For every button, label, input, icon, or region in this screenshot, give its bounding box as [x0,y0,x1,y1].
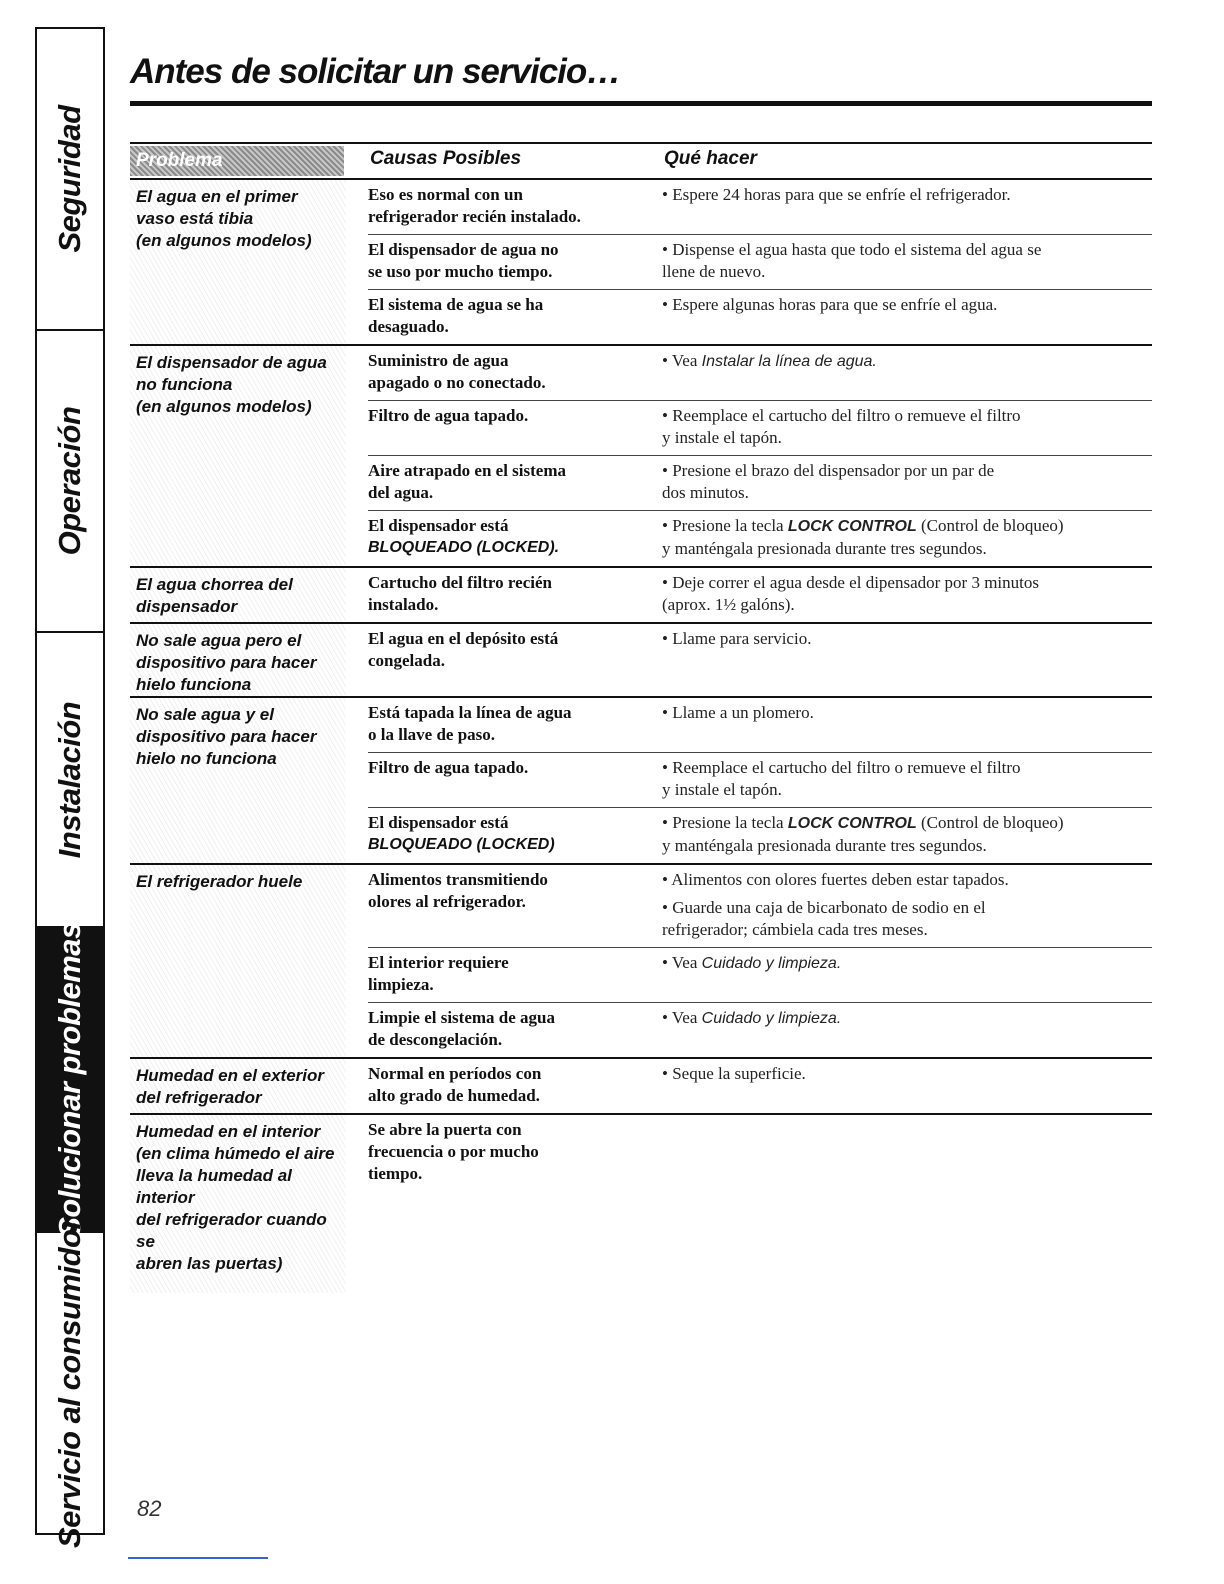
header-problem: Problema [130,146,344,176]
problem-line: dispositivo para hacer [136,727,317,746]
tab-operacion[interactable] [37,331,103,633]
problem-cell [130,568,346,622]
problem-group [130,346,1152,568]
problem-group [130,568,1152,624]
action-bullet: • Espere 24 horas para que se enfríe el refrigerador. [662,185,1011,204]
cause-line: El agua en el depósito está [368,629,559,648]
action-cell [662,239,1152,283]
table-body [130,180,1152,1293]
cause-cell [368,239,662,283]
table-row [368,807,1152,863]
table-row [368,698,1152,752]
header-action: Qué hacer [664,148,757,169]
cause-line: frecuencia o por mucho [368,1142,539,1161]
cause-rows [368,865,1152,1057]
problem-line: hielo funciona [136,675,252,694]
table-row [368,510,1152,566]
problem-line: El agua en el primer [136,187,298,206]
action-text: Presione la tecla [672,813,788,832]
cause-line: o la llave de paso. [368,725,496,744]
cause-cell [368,952,662,996]
table-row [368,234,1152,289]
action-bullet: • Reemplace el cartucho del filtro o remueve el filtro y instale el tapón. [662,405,1152,449]
action-text: Vea [671,351,702,370]
action-line: Deje correr el agua desde el dipensador por 3 minutos [672,573,1039,592]
table-row [368,400,1152,455]
action-line: Espere algunas horas para que se enfríe el agua. [672,295,998,314]
action-text: (Control de bloqueo) [916,516,1064,535]
cause-line: Normal en períodos con [368,1064,542,1083]
tab-seguridad[interactable] [37,29,103,331]
lock-control-key: LOCK CONTROL [787,815,917,832]
cause-line: El sistema de agua se ha [368,295,544,314]
cause-cell [368,1007,662,1051]
cause-line: Filtro de agua tapado. [368,758,529,777]
problem-line: (en clima húmedo el aire [136,1144,335,1163]
cause-rows [368,346,1152,566]
cause-line: congelada. [368,651,445,670]
action-line: Reemplace el cartucho del filtro o remueve el filtro [672,758,1021,777]
action-cell [662,515,1152,560]
cause-line: Filtro de agua tapado. [368,406,529,425]
table-row [368,947,1152,1002]
action-line: y instale el tapón. [662,780,782,799]
cause-line: Aire atrapado en el sistema [368,461,566,480]
cause-line: apagado o no conectado. [368,373,546,392]
action-bullet: • Vea Instalar la línea de agua. [662,351,877,370]
table-row [368,180,1152,234]
problem-line: El dispensador de agua [136,353,327,372]
action-bullet: • Llame a un plomero. [662,703,814,722]
problem-line: Humedad en el interior [136,1122,321,1141]
action-line: (aprox. 1½ galóns). [662,595,795,614]
cause-line: se uso por mucho tiempo. [368,262,553,281]
cause-cell [368,1119,662,1185]
problem-cell [130,1115,346,1293]
tab-instalacion[interactable] [37,633,103,928]
cause-cell [368,572,662,616]
table-row [368,289,1152,344]
cause-line: alto grado de humedad. [368,1086,540,1105]
cause-rows [368,698,1152,863]
action-bullet: • Alimentos con olores fuertes deben estar tapados. [662,870,1009,889]
table-row [368,752,1152,807]
cause-rows [368,568,1152,622]
cause-line: Cartucho del filtro recién [368,573,552,592]
problem-group [130,180,1152,346]
action-text: (Control de bloqueo) [916,813,1064,832]
action-cell [662,294,1152,338]
cause-line: olores al refrigerador. [368,892,526,911]
section-tabs [35,27,105,1549]
footer-rule [128,1557,268,1559]
locked-status: BLOQUEADO (LOCKED). [368,539,560,556]
cause-cell [368,757,662,801]
tab-label: Operación [52,406,87,556]
cause-line: refrigerador recién instalado. [368,207,581,226]
action-bullet: • Presione la tecla LOCK CONTROL (Control de bloqueo) y manténgala presionada durante tres segundos. [662,812,1152,857]
problem-line: El refrigerador huele [136,872,303,891]
cause-cell [368,294,662,338]
table-row [368,568,1152,622]
problem-line: (en algunos modelos) [136,231,312,250]
action-cell [662,702,1152,746]
table-row [368,455,1152,510]
problem-line: Humedad en el exterior [136,1066,325,1085]
tab-label: Seguridad [52,105,87,253]
action-bullet: • Deje correr el agua desde el dipensador por 3 minutos (aprox. 1½ galóns). [662,572,1152,616]
action-line: Alimentos con olores fuertes deben estar tapados. [671,870,1009,889]
header-causes: Causas Posibles [370,148,522,169]
action-cell [662,1119,1152,1185]
cause-cell [368,515,662,560]
cause-cell [368,628,662,672]
action-line: dos minutos. [662,483,749,502]
table-row [368,865,1152,947]
problem-group [130,1059,1152,1115]
problem-line: abren las puertas) [136,1254,283,1273]
action-line: y manténgala presionada durante tres segundos. [662,539,987,558]
page-title: Antes de solicitar un servicio… [130,52,621,91]
action-bullet: • Espere algunas horas para que se enfríe el agua. [662,295,998,314]
action-bullet: • Reemplace el cartucho del filtro o remueve el filtro y instale el tapón. [662,757,1152,801]
action-cell [662,869,1152,941]
problem-line: No sale agua pero el [136,631,302,650]
cause-line: instalado. [368,595,439,614]
table-row [368,1115,1152,1191]
action-line: y instale el tapón. [662,428,782,447]
action-line: Llame para servicio. [672,629,812,648]
cause-line: Se abre la puerta con [368,1120,522,1139]
cause-cell [368,1063,662,1107]
cause-line: Está tapada la línea de agua [368,703,572,722]
cause-line: El dispensador está [368,813,509,832]
cause-line: de descongelación. [368,1030,503,1049]
action-text: Presione la tecla [672,516,788,535]
action-cell [662,460,1152,504]
problem-line: hielo no funciona [136,749,277,768]
problem-group [130,1115,1152,1293]
action-line: Presione el brazo del dispensador por un par de [672,461,995,480]
cause-line: Limpie el sistema de agua [368,1008,555,1027]
cause-line: El dispensador de agua no [368,240,559,259]
action-cell [662,1063,1152,1107]
action-line: y manténgala presionada durante tres segundos. [662,836,987,855]
action-bullet: • Guarde una caja de bicarbonato de sodio en el refrigerador; cámbiela cada tres meses. [662,897,1152,941]
problem-group [130,698,1152,865]
action-line: Guarde una caja de bicarbonato de sodio en el [672,898,986,917]
page-number: 82 [137,1496,162,1521]
problem-line: del refrigerador cuando se [136,1210,327,1251]
action-line: Dispense el agua hasta que todo el sistema del agua se [672,240,1042,259]
problem-cell [130,865,346,1057]
action-line: Seque la superficie. [672,1064,806,1083]
table-header [130,142,1152,180]
cause-line: Suministro de agua [368,351,509,370]
action-bullet: • Presione el brazo del dispensador por un par de dos minutos. [662,460,1152,504]
action-bullet: • Seque la superficie. [662,1064,806,1083]
problem-line: No sale agua y el [136,705,274,724]
action-cell [662,952,1152,996]
cause-cell [368,460,662,504]
problem-line: dispositivo para hacer [136,653,317,672]
cause-line: del agua. [368,483,434,502]
cause-rows [368,1115,1152,1293]
problem-cell [130,180,346,344]
table-row [368,1059,1152,1113]
problem-cell [130,698,346,863]
table-row [368,346,1152,400]
cause-rows [368,624,1152,696]
problem-line: lleva la humedad al interior [136,1166,292,1207]
cause-line: Alimentos transmitiendo [368,870,548,889]
action-bullet: • Presione la tecla LOCK CONTROL (Control de bloqueo) y manténgala presionada durante tres segundos. [662,515,1152,560]
problem-cell [130,1059,346,1113]
tab-label: Servicio al consumidor [52,1217,87,1549]
action-line: refrigerador; cámbiela cada tres meses. [662,920,928,939]
action-line: Llame a un plomero. [672,703,814,722]
tab-label: Solucionar problemas [52,921,87,1238]
problem-line: (en algunos modelos) [136,397,312,416]
action-line: Reemplace el cartucho del filtro o remueve el filtro [672,406,1021,425]
problem-line: del refrigerador [136,1088,262,1107]
problem-cell [130,346,346,566]
cause-line: tiempo. [368,1164,423,1183]
tab-servicio-al-consumidor[interactable] [37,1217,103,1549]
problem-line: El agua chorrea del [136,575,293,594]
title-rule [130,101,1152,106]
table-row [368,624,1152,678]
problem-line: vaso está tibia [136,209,254,228]
action-text: Vea [671,1008,702,1027]
action-line: Espere 24 horas para que se enfríe el refrigerador. [672,185,1011,204]
cause-line: El interior requiere [368,953,509,972]
action-cell [662,757,1152,801]
tab-solucionar-problemas[interactable] [37,921,103,1238]
problem-line: dispensador [136,597,238,616]
action-cell [662,1007,1152,1051]
problem-group [130,624,1152,698]
cause-line: limpieza. [368,975,434,994]
action-cell [662,184,1152,228]
problem-line: no funciona [136,375,233,394]
cause-line: El dispensador está [368,516,509,535]
section-reference: Cuidado y limpieza. [701,1010,842,1027]
action-text: Vea [671,953,702,972]
action-cell [662,405,1152,449]
cause-cell [368,812,662,857]
cause-line: desaguado. [368,317,449,336]
lock-control-key: LOCK CONTROL [787,518,917,535]
tab-label: Instalación [52,701,87,858]
action-bullet: • Llame para servicio. [662,629,812,648]
problem-group [130,865,1152,1059]
action-cell [662,812,1152,857]
cause-cell [368,350,662,394]
action-bullet: • Dispense el agua hasta que todo el sistema del agua se llene de nuevo. [662,239,1152,283]
section-reference: Instalar la línea de agua. [701,353,877,370]
cause-line: Eso es normal con un [368,185,523,204]
cause-rows [368,180,1152,344]
cause-cell [368,702,662,746]
cause-cell [368,405,662,449]
action-cell [662,572,1152,616]
action-line: llene de nuevo. [662,262,766,281]
action-bullet: • Vea Cuidado y limpieza. [662,1008,842,1027]
problem-cell [130,624,346,696]
section-reference: Cuidado y limpieza. [701,955,842,972]
action-cell [662,628,1152,672]
action-cell [662,350,1152,394]
locked-status: BLOQUEADO (LOCKED) [368,836,555,853]
cause-rows [368,1059,1152,1113]
action-bullet: • Vea Cuidado y limpieza. [662,953,842,972]
table-row [368,1002,1152,1057]
troubleshooting-table [130,142,1152,1293]
cause-cell [368,869,662,941]
cause-cell [368,184,662,228]
